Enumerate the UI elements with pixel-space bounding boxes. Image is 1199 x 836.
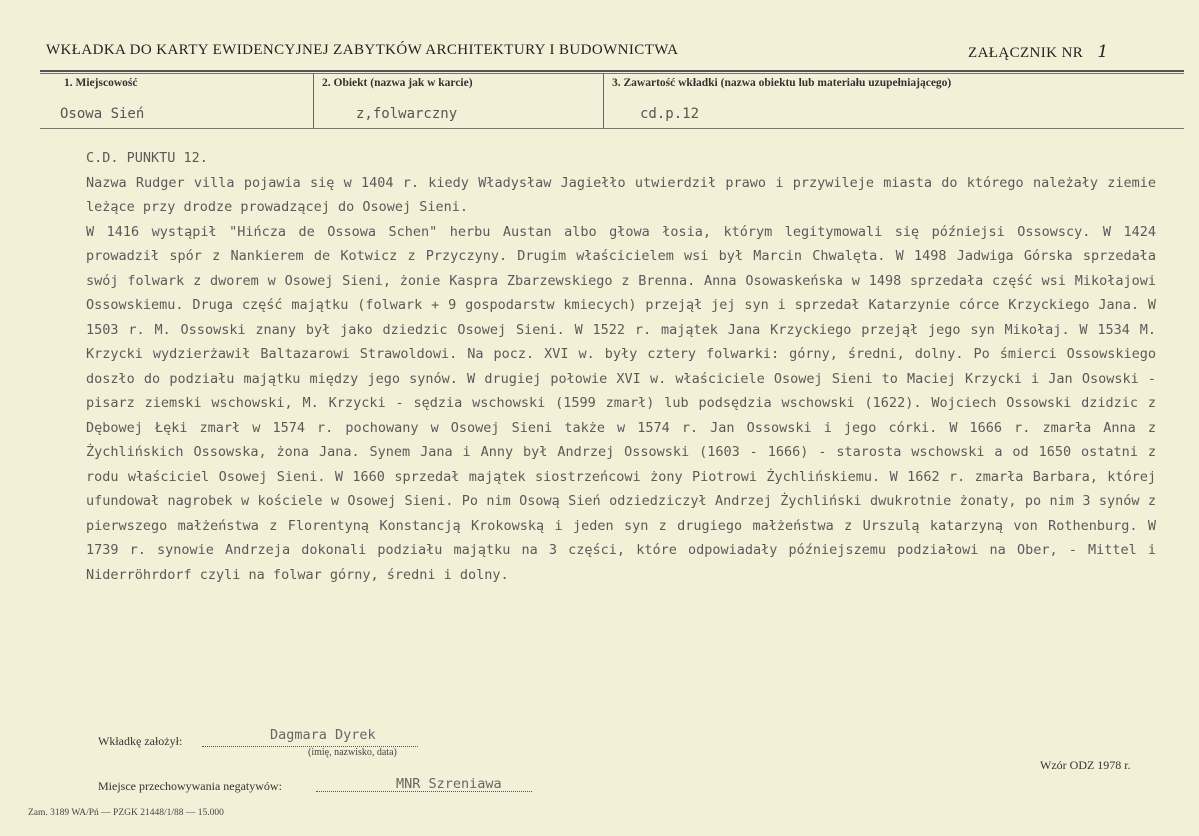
storage-label: Miejsce przechowywania negatywów:	[98, 779, 282, 793]
form-pattern-label: Wzór ODZ 1978 r.	[1040, 758, 1131, 772]
author-label: Wkładkę założył:	[98, 734, 183, 748]
object-value: z,folwarczny	[356, 106, 458, 122]
storage-value: MNR Szreniawa	[396, 776, 502, 792]
column-divider-1	[313, 73, 314, 129]
body-heading: C.D. PUNKTU 12.	[86, 150, 208, 166]
contents-label: 3. Zawartość wkładki (nazwa obiektu lub materiału uzupełniającego)	[612, 77, 952, 89]
form-title: WKŁADKA DO KARTY EWIDENCYJNEJ ZABYTKÓW ARCHITEKTURY I BUDOWNICTWA	[46, 42, 679, 58]
contents-value: cd.p.12	[640, 106, 700, 122]
object-label: 2. Obiekt (nazwa jak w karcie)	[322, 77, 473, 89]
author-value: Dagmara Dyrek	[270, 727, 376, 743]
locality-value: Osowa Sień	[60, 106, 145, 122]
annex-label-text: ZAŁĄCZNIK NR	[968, 45, 1084, 61]
annex-label	[968, 42, 1109, 62]
body-paragraph-1: Nazwa Rudger villa pojawia się w 1404 r. kiedy Władysław Jagiełło utwierdził prawo i przywileje miasta do którego należały ziemie leżące przy drodze prowadzącej do Osowej Sieni.	[86, 174, 1156, 215]
author-sublabel: (imię, nazwisko, data)	[308, 747, 397, 758]
columns-bottom-rule	[40, 128, 1184, 129]
header-rule-secondary	[40, 73, 1184, 74]
document-body	[86, 146, 1156, 587]
locality-label: 1. Miejscowość	[64, 77, 138, 89]
body-paragraph-2: W 1416 wystąpił "Hińcza de Ossowa Schen" herbu Austan albo głowa łosia, którym legitymowali się późniejsi Ossowscy. W 1424 prowadził spór z Nankierem de Kotwicz z Przyczyny. Drugim właścicielem wsi był Marcin Chwalęta. W 1498 Jadwiga Górska sprzedała swój folwark z dworem w Osowej Sieni, żonie Kaspra Zbarzewskiego z Brenna. Anna Osowaskeńska w 1498 sprzedała część wsi Mikołajowi Ossowskiemu. Druga część majątku (folwark + 9 gospodarstw kmiecych) przejął jej syn i sprzedał Katarzynie córce Krzyckiego Jana. W 1503 r. M. Ossowski znany był jako dziedzic Osowej Sieni. W 1522 r. majątek Jana Krzyckiego przejął jego syn Mikołaj. W 1534 M. Krzycki wydzierżawił Baltazarowi Strawoldowi. Na pocz. XVI w. były cztery folwarki: górny, średni, dolny. Po śmierci Ossowskiego doszło do podziału majątku między jego synów. W drugiej połowie XVI w. właściciele Osowej Sieni to Maciej Krzycki i Jan Osowski - pisarz ziemski wschowski, M. Krzycki - sędzia wschowski (1599 zmarł) lub podsędzia wschowski (1622). Wojciech Ossowski dzidzic z Dębowej Łęki zmarł w 1574 r. pochowany w Osowej Sieni także w 1574 r. Jan Ossowski i jego córki. W 1666 r. zmarła Anna z Żychlińskich Ossowska, żona Jana. Synem Jana i Anny był Andrzej Ossowski (1603 - 1666) - starosta wschowski a od 1650 ostatni z rodu właściciel Osowej Sieni. W 1660 sprzedał majątek siostrzeńcowi żony Piotrowi Żychlińskiemu. W 1662 r. zmarła Barbara, której ufundował nagrobek w kościele w Osowej Sieni. Po nim Osową Sień odziedziczył Andrzej Żychliński dwukrotnie żonaty, po nim 3 synów z pierwszego małżeństwa z Florentyną Konstancją Krokowską i jeden syn z drugiego małżeństwa z Urszulą katarzyną von Rothenburg. W 1739 r. synowie Andrzeja dokonali podziału majątku na 3 części, które odpowiadały późniejszemu podziałowi na Ober, - Mittel i Niderröhrdorf czyli na folwar górny, średni i dolny.	[86, 223, 1156, 583]
column-divider-2	[603, 73, 604, 129]
print-info: Zam. 3189 WA/Pń — PZGK 21448/1/88 — 15.000	[28, 808, 224, 818]
header-rule	[40, 70, 1184, 72]
annex-number: 1	[1097, 42, 1109, 62]
